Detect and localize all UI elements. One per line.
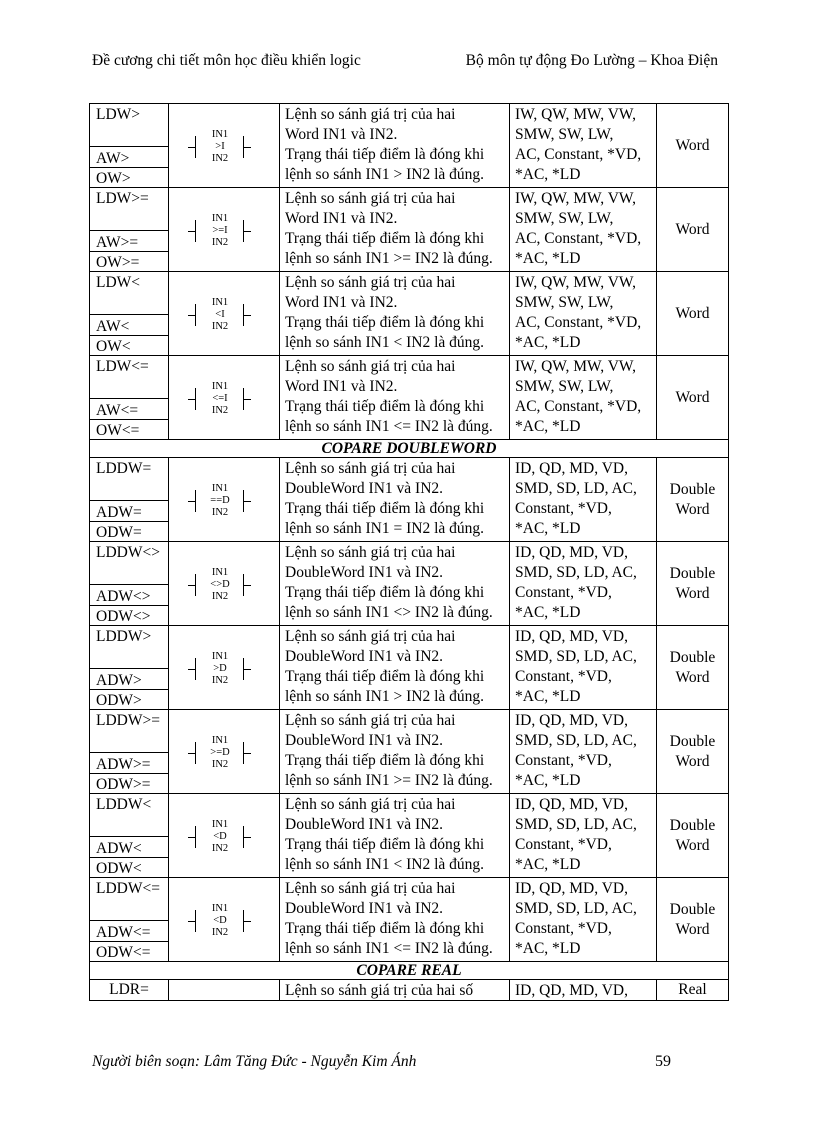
- mnemonic-divider: [90, 605, 168, 606]
- mnemonic-cell: [90, 710, 169, 794]
- description-cell: [280, 626, 510, 710]
- description-cell: [280, 542, 510, 626]
- mnemonic-divider: [90, 584, 168, 585]
- datatype-line: Double: [669, 480, 716, 498]
- mnemonic-and: AW<: [96, 318, 130, 335]
- table-row: [90, 104, 729, 188]
- ladder-symbol-cell: [169, 980, 280, 1001]
- mnemonic-load: LDDW<>: [96, 544, 160, 561]
- compare-instructions-table: [89, 103, 729, 1001]
- contact-in2-label: IN2: [211, 321, 229, 332]
- compare-contact-symbol: [169, 878, 279, 961]
- datatype-line: Word: [675, 752, 710, 770]
- mnemonic-group: [90, 794, 168, 877]
- description-line: lệnh so sánh IN1 > IN2 là đúng.: [285, 166, 485, 183]
- contact-in1-label: IN1: [211, 567, 229, 578]
- operands-cell: [510, 188, 657, 272]
- operand-line: SMW, SW, LW,: [515, 378, 614, 395]
- mnemonic-divider: [90, 689, 168, 690]
- compare-contact-symbol: [169, 626, 279, 709]
- operand-line: Constant, *VD,: [515, 584, 612, 601]
- description-line: Lệnh so sánh giá trị của hai: [285, 628, 456, 645]
- contact-in2-label: IN2: [211, 759, 229, 770]
- mnemonic-divider: [90, 752, 168, 753]
- contact-line: [244, 231, 251, 232]
- mnemonic-group: [90, 458, 168, 541]
- mnemonic-cell: [90, 356, 169, 440]
- ladder-symbol-cell: [169, 272, 280, 356]
- contact-line: [188, 921, 195, 922]
- mnemonic-load: LDDW=: [96, 460, 152, 477]
- datatype-line: Word: [675, 500, 710, 518]
- mnemonic-divider: [90, 941, 168, 942]
- datatype-cell: [657, 878, 729, 962]
- mnemonic-load: LDW<=: [96, 358, 149, 375]
- table-body: [90, 104, 729, 1001]
- mnemonic-or: OW>: [96, 170, 131, 187]
- description-line: Lệnh so sánh giá trị của hai: [285, 712, 456, 729]
- datatype-line: Double: [669, 564, 716, 582]
- mnemonic-divider: [90, 920, 168, 921]
- operand-line: *AC, *LD: [515, 772, 581, 789]
- contact-line: [195, 388, 196, 410]
- contact-operator-label: <D: [213, 915, 227, 926]
- contact-in1-label: IN1: [211, 735, 229, 746]
- contact-line: [188, 231, 195, 232]
- mnemonic-divider: [90, 857, 168, 858]
- contact-in1-label: IN1: [211, 297, 229, 308]
- mnemonic-cell: [90, 794, 169, 878]
- mnemonic-and: ADW=: [96, 504, 142, 521]
- description-line: lệnh so sánh IN1 < IN2 là đúng.: [285, 334, 485, 351]
- page-number: 59: [655, 1053, 671, 1070]
- datatype-line: Word: [675, 920, 710, 938]
- description-cell: [280, 104, 510, 188]
- section-title: COPARE DOUBLEWORD: [90, 440, 729, 458]
- operand-line: SMD, SD, LD, AC,: [515, 564, 637, 581]
- contact-in2-label: IN2: [211, 153, 229, 164]
- description-line: Lệnh so sánh giá trị của hai: [285, 274, 456, 291]
- description-line: lệnh so sánh IN1 > IN2 là đúng.: [285, 688, 485, 705]
- mnemonic-divider: [90, 167, 168, 168]
- contact-line: [188, 585, 195, 586]
- datatype-cell: [657, 626, 729, 710]
- compare-contact-symbol: [169, 710, 279, 793]
- contact-line: [244, 753, 251, 754]
- description-line: Trạng thái tiếp điểm là đóng khi: [285, 584, 485, 601]
- table-row: [90, 272, 729, 356]
- ladder-symbol-cell: [169, 104, 280, 188]
- mnemonic-group: [90, 104, 168, 187]
- compare-contact-symbol: [169, 794, 279, 877]
- mnemonic-divider: [90, 146, 168, 147]
- header-course-title: Đề cương chi tiết môn học điều khiển logic: [92, 52, 361, 69]
- contact-operator-label: ==D: [210, 495, 230, 506]
- contact-in1-label: IN1: [211, 483, 229, 494]
- operand-line: AC, Constant, *VD,: [515, 230, 642, 247]
- datatype-line: Double: [669, 648, 716, 666]
- mnemonic-divider: [90, 521, 168, 522]
- datatype-cell: [657, 794, 729, 878]
- operand-line: IW, QW, MW, VW,: [515, 274, 637, 291]
- mnemonic-load: LDDW>: [96, 628, 152, 645]
- mnemonic-group: [90, 878, 168, 961]
- operand-line: *AC, *LD: [515, 604, 581, 621]
- mnemonic-and: ADW>: [96, 672, 142, 689]
- operand-line: *AC, *LD: [515, 856, 581, 873]
- operand-line: SMD, SD, LD, AC,: [515, 648, 637, 665]
- mnemonic-cell: [90, 542, 169, 626]
- contact-in2-label: IN2: [211, 591, 229, 602]
- mnemonic-load: LDW>=: [96, 190, 149, 207]
- description-line: DoubleWord IN1 và IN2.: [285, 480, 444, 497]
- datatype-line: Double: [669, 900, 716, 918]
- description-line: DoubleWord IN1 và IN2.: [285, 648, 444, 665]
- operands-cell: [510, 626, 657, 710]
- header-department: Bộ môn tự động Đo Lường – Khoa Điện: [465, 52, 718, 69]
- description-line: Word IN1 và IN2.: [285, 378, 398, 395]
- mnemonic-cell: LDR=: [90, 980, 169, 1001]
- description-cell: [280, 188, 510, 272]
- compare-contact-symbol: [169, 188, 279, 271]
- operands-cell: [510, 542, 657, 626]
- mnemonic-divider: [90, 500, 168, 501]
- mnemonic-group: [90, 542, 168, 625]
- compare-contact-symbol: [169, 542, 279, 625]
- contact-in1-label: IN1: [211, 651, 229, 662]
- description-line: Trạng thái tiếp điểm là đóng khi: [285, 752, 485, 769]
- description-line: lệnh so sánh IN1 = IN2 là đúng.: [285, 520, 485, 537]
- contact-in1-label: IN1: [211, 903, 229, 914]
- contact-in2-label: IN2: [211, 237, 229, 248]
- compare-contact-symbol: [169, 458, 279, 541]
- description-cell: [280, 794, 510, 878]
- mnemonic-or: OW<: [96, 338, 131, 355]
- mnemonic-or: ODW<=: [96, 944, 151, 961]
- mnemonic-load: LDW>: [96, 106, 141, 123]
- contact-line: [244, 399, 251, 400]
- operand-line: *AC, *LD: [515, 166, 581, 183]
- datatype-line: Double: [669, 816, 716, 834]
- operand-line: Constant, *VD,: [515, 920, 612, 937]
- mnemonic-or: ODW>=: [96, 776, 151, 793]
- contact-line: [244, 585, 251, 586]
- datatype-line: Word: [675, 836, 710, 854]
- ladder-symbol-cell: [169, 794, 280, 878]
- description-line: DoubleWord IN1 và IN2.: [285, 564, 444, 581]
- contact-line: [195, 304, 196, 326]
- operand-line: SMD, SD, LD, AC,: [515, 480, 637, 497]
- description-line: Lệnh so sánh giá trị của hai: [285, 796, 456, 813]
- mnemonic-cell: [90, 878, 169, 962]
- mnemonic-cell: [90, 104, 169, 188]
- description-cell: [280, 710, 510, 794]
- operands-cell: [510, 458, 657, 542]
- operand-line: ID, QD, MD, VD,: [515, 880, 628, 897]
- mnemonic-load: LDW<: [96, 274, 141, 291]
- contact-line: [244, 669, 251, 670]
- mnemonic-load: LDDW<: [96, 796, 152, 813]
- description-line: lệnh so sánh IN1 >= IN2 là đúng.: [285, 772, 493, 789]
- ladder-symbol-cell: [169, 458, 280, 542]
- contact-line: [244, 837, 251, 838]
- mnemonic-divider: [90, 836, 168, 837]
- mnemonic-or: OW<=: [96, 422, 140, 439]
- contact-in1-label: IN1: [211, 213, 229, 224]
- contact-operator-label: <D: [213, 831, 227, 842]
- description-line: lệnh so sánh IN1 <> IN2 là đúng.: [285, 604, 493, 621]
- table-row: [90, 794, 729, 878]
- contact-line: [195, 490, 196, 512]
- mnemonic-divider: [90, 419, 168, 420]
- operand-line: IW, QW, MW, VW,: [515, 358, 637, 375]
- operand-line: *AC, *LD: [515, 688, 581, 705]
- ladder-symbol-cell: [169, 878, 280, 962]
- description-line: Trạng thái tiếp điểm là đóng khi: [285, 836, 485, 853]
- mnemonic-group: [90, 626, 168, 709]
- description-line: lệnh so sánh IN1 <= IN2 là đúng.: [285, 418, 493, 435]
- table-row: [90, 542, 729, 626]
- ladder-symbol-cell: [169, 188, 280, 272]
- description-line: Lệnh so sánh giá trị của hai: [285, 460, 456, 477]
- mnemonic-or: ODW<: [96, 860, 142, 877]
- operand-line: ID, QD, MD, VD,: [515, 712, 628, 729]
- operand-line: Constant, *VD,: [515, 752, 612, 769]
- mnemonic-or: ODW<>: [96, 608, 151, 625]
- contact-line: [195, 220, 196, 242]
- contact-line: [188, 837, 195, 838]
- mnemonic-divider: [90, 668, 168, 669]
- description-line: Word IN1 và IN2.: [285, 294, 398, 311]
- operand-line: IW, QW, MW, VW,: [515, 106, 637, 123]
- contact-line: [188, 147, 195, 148]
- datatype-cell: [657, 542, 729, 626]
- contact-line: [244, 501, 251, 502]
- mnemonic-group: [90, 356, 168, 439]
- description-line: lệnh so sánh IN1 < IN2 là đúng.: [285, 856, 485, 873]
- table-row: [90, 188, 729, 272]
- description-line: Trạng thái tiếp điểm là đóng khi: [285, 920, 485, 937]
- description-line: Lệnh so sánh giá trị của hai: [285, 544, 456, 561]
- contact-in2-label: IN2: [211, 405, 229, 416]
- mnemonic-divider: [90, 230, 168, 231]
- section-row: [90, 962, 729, 980]
- mnemonic-group: [90, 710, 168, 793]
- operands-cell: [510, 710, 657, 794]
- operand-line: SMW, SW, LW,: [515, 210, 614, 227]
- operand-line: ID, QD, MD, VD,: [515, 544, 628, 561]
- contact-line: [244, 921, 251, 922]
- contact-operator-label: >=I: [212, 225, 228, 236]
- description-line: DoubleWord IN1 và IN2.: [285, 900, 444, 917]
- description-cell: [280, 458, 510, 542]
- contact-line: [195, 136, 196, 158]
- table-row: [90, 878, 729, 962]
- operands-cell: ID, QD, MD, VD,: [510, 980, 657, 1001]
- mnemonic-and: AW<=: [96, 402, 139, 419]
- operand-line: *AC, *LD: [515, 250, 581, 267]
- contact-line: [195, 658, 196, 680]
- mnemonic-cell: [90, 458, 169, 542]
- operand-line: ID, QD, MD, VD,: [515, 796, 628, 813]
- contact-in1-label: IN1: [211, 819, 229, 830]
- description-line: Trạng thái tiếp điểm là đóng khi: [285, 230, 485, 247]
- datatype-cell: Word: [657, 188, 729, 272]
- mnemonic-and: ADW<=: [96, 924, 151, 941]
- operands-cell: [510, 272, 657, 356]
- footer-author: Người biên soạn: Lâm Tăng Đức - Nguyễn Kim Ánh: [92, 1053, 417, 1070]
- operand-line: SMD, SD, LD, AC,: [515, 732, 637, 749]
- compare-contact-symbol: [169, 104, 279, 187]
- section-title: COPARE REAL: [90, 962, 729, 980]
- contact-operator-label: >I: [215, 141, 225, 152]
- mnemonic-and: ADW<: [96, 840, 142, 857]
- description-line: Trạng thái tiếp điểm là đóng khi: [285, 314, 485, 331]
- compare-contact-symbol: [169, 272, 279, 355]
- contact-line: [188, 315, 195, 316]
- description-line: Lệnh so sánh giá trị của hai: [285, 880, 456, 897]
- datatype-cell: Word: [657, 272, 729, 356]
- contact-operator-label: <>D: [210, 579, 230, 590]
- datatype-cell: [657, 458, 729, 542]
- table-row: [90, 710, 729, 794]
- contact-line: [188, 399, 195, 400]
- mnemonic-divider: [90, 335, 168, 336]
- contact-in1-label: IN1: [211, 129, 229, 140]
- table-row: [90, 980, 729, 1001]
- description-line: DoubleWord IN1 và IN2.: [285, 816, 444, 833]
- operand-line: SMD, SD, LD, AC,: [515, 900, 637, 917]
- mnemonic-and: ADW<>: [96, 588, 151, 605]
- contact-in2-label: IN2: [211, 675, 229, 686]
- description-line: lệnh so sánh IN1 <= IN2 là đúng.: [285, 940, 493, 957]
- mnemonic-and: AW>: [96, 150, 130, 167]
- mnemonic-cell: [90, 626, 169, 710]
- contact-line: [195, 826, 196, 848]
- table-row: [90, 458, 729, 542]
- mnemonic-cell: [90, 272, 169, 356]
- ladder-symbol-cell: [169, 626, 280, 710]
- mnemonic-divider: [90, 251, 168, 252]
- description-line: Lệnh so sánh giá trị của hai: [285, 190, 456, 207]
- contact-line: [244, 147, 251, 148]
- description-cell: Lệnh so sánh giá trị của hai số: [280, 980, 510, 1001]
- datatype-cell: [657, 710, 729, 794]
- mnemonic-group: [90, 272, 168, 355]
- ladder-symbol-cell: [169, 710, 280, 794]
- contact-line: [195, 574, 196, 596]
- mnemonic-and: AW>=: [96, 234, 139, 251]
- operand-line: AC, Constant, *VD,: [515, 314, 642, 331]
- operands-cell: [510, 104, 657, 188]
- operand-line: AC, Constant, *VD,: [515, 398, 642, 415]
- contact-line: [188, 501, 195, 502]
- operand-line: IW, QW, MW, VW,: [515, 190, 637, 207]
- datatype-line: Double: [669, 732, 716, 750]
- description-line: lệnh so sánh IN1 >= IN2 là đúng.: [285, 250, 493, 267]
- operand-line: *AC, *LD: [515, 418, 581, 435]
- mnemonic-and: ADW>=: [96, 756, 151, 773]
- operand-line: *AC, *LD: [515, 520, 581, 537]
- mnemonic-or: OW>=: [96, 254, 140, 271]
- description-cell: [280, 272, 510, 356]
- contact-line: [195, 742, 196, 764]
- operand-line: SMD, SD, LD, AC,: [515, 816, 637, 833]
- description-line: Trạng thái tiếp điểm là đóng khi: [285, 398, 485, 415]
- contact-line: [244, 315, 251, 316]
- table-row: [90, 626, 729, 710]
- contact-in1-label: IN1: [211, 381, 229, 392]
- mnemonic-cell: [90, 188, 169, 272]
- contact-in2-label: IN2: [211, 927, 229, 938]
- contact-line: [188, 753, 195, 754]
- contact-in2-label: IN2: [211, 507, 229, 518]
- description-line: Word IN1 và IN2.: [285, 126, 398, 143]
- operand-line: SMW, SW, LW,: [515, 294, 614, 311]
- description-line: Lệnh so sánh giá trị của hai: [285, 358, 456, 375]
- ladder-symbol-cell: [169, 356, 280, 440]
- description-cell: [280, 356, 510, 440]
- operand-line: ID, QD, MD, VD,: [515, 460, 628, 477]
- operand-line: SMW, SW, LW,: [515, 126, 614, 143]
- contact-operator-label: >D: [213, 663, 227, 674]
- datatype-line: Word: [675, 584, 710, 602]
- contact-operator-label: >=D: [210, 747, 230, 758]
- contact-in2-label: IN2: [211, 843, 229, 854]
- mnemonic-divider: [90, 398, 168, 399]
- operand-line: Constant, *VD,: [515, 500, 612, 517]
- mnemonic-or: ODW>: [96, 692, 142, 709]
- description-line: Trạng thái tiếp điểm là đóng khi: [285, 668, 485, 685]
- contact-operator-label: <I: [215, 309, 225, 320]
- description-cell: [280, 878, 510, 962]
- description-line: Word IN1 và IN2.: [285, 210, 398, 227]
- datatype-cell: Word: [657, 356, 729, 440]
- operand-line: Constant, *VD,: [515, 836, 612, 853]
- description-line: Lệnh so sánh giá trị của hai: [285, 106, 456, 123]
- mnemonic-group: [90, 188, 168, 271]
- mnemonic-divider: [90, 773, 168, 774]
- operand-line: Constant, *VD,: [515, 668, 612, 685]
- datatype-cell: Word: [657, 104, 729, 188]
- operand-line: ID, QD, MD, VD,: [515, 628, 628, 645]
- compare-contact-symbol: [169, 356, 279, 439]
- contact-operator-label: <=I: [212, 393, 228, 404]
- mnemonic-divider: [90, 314, 168, 315]
- operand-line: *AC, *LD: [515, 334, 581, 351]
- operands-cell: [510, 794, 657, 878]
- description-line: Trạng thái tiếp điểm là đóng khi: [285, 500, 485, 517]
- mnemonic-load: LDDW<=: [96, 880, 160, 897]
- datatype-line: Word: [675, 668, 710, 686]
- mnemonic-load: LDDW>=: [96, 712, 160, 729]
- section-row: [90, 440, 729, 458]
- ladder-symbol-cell: [169, 542, 280, 626]
- operands-cell: [510, 878, 657, 962]
- description-line: DoubleWord IN1 và IN2.: [285, 732, 444, 749]
- operand-line: *AC, *LD: [515, 940, 581, 957]
- table-row: [90, 356, 729, 440]
- description-line: Trạng thái tiếp điểm là đóng khi: [285, 146, 485, 163]
- contact-line: [188, 669, 195, 670]
- datatype-cell: Real: [657, 980, 729, 1001]
- contact-line: [195, 910, 196, 932]
- mnemonic-or: ODW=: [96, 524, 142, 541]
- operands-cell: [510, 356, 657, 440]
- operand-line: AC, Constant, *VD,: [515, 146, 642, 163]
